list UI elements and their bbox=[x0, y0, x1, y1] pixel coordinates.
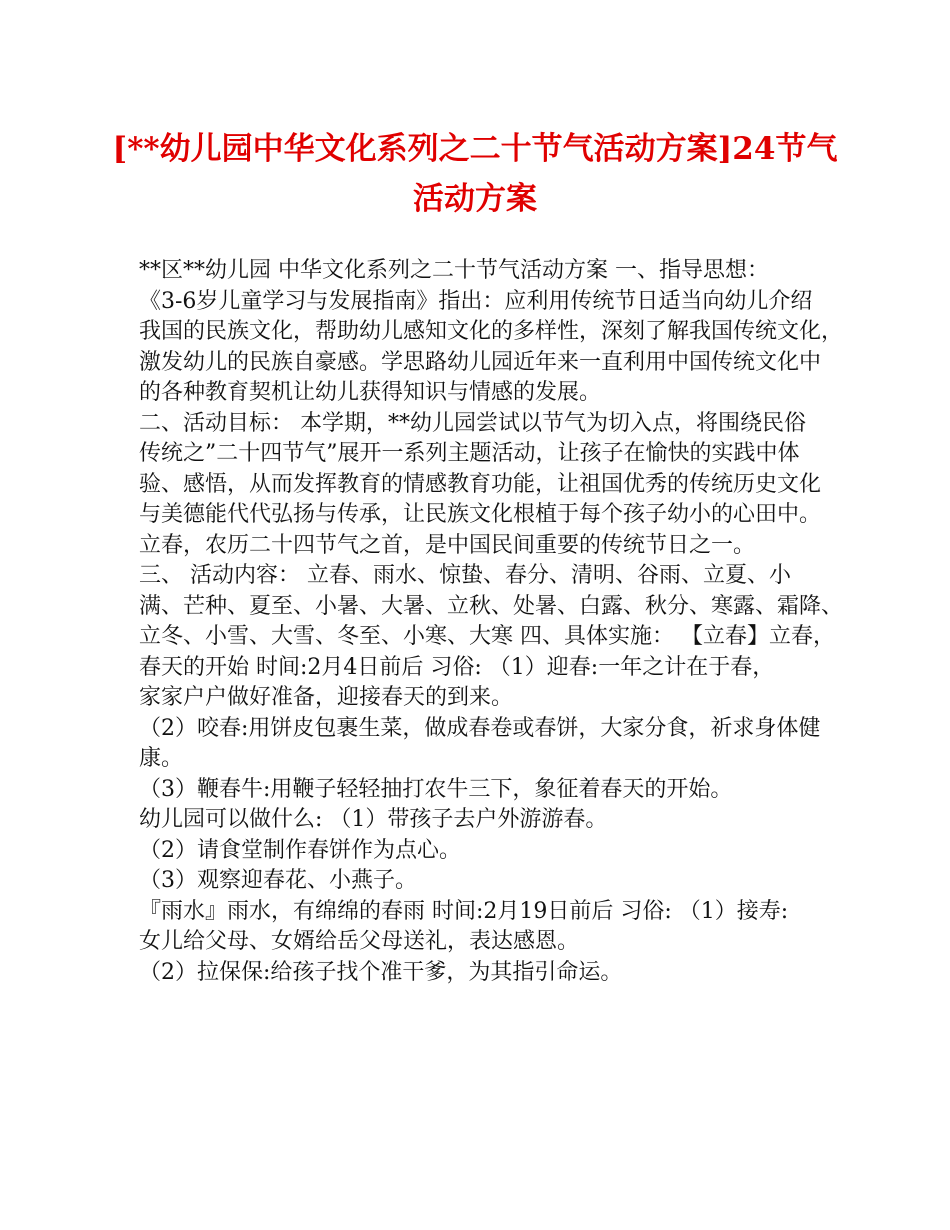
body-line: 《3-6岁儿童学习与发展指南》指出：应利用传统节日适当向幼儿介绍 bbox=[139, 288, 813, 314]
body-line: 三、 活动内容： 立春、雨水、惊蛰、春分、清明、谷雨、立夏、小 bbox=[139, 563, 791, 588]
document-title bbox=[100, 124, 850, 224]
body-line: **区**幼儿园 中华文化系列之二十节气活动方案 一、指导思想： bbox=[139, 258, 769, 283]
title-line-2: 活动方案 bbox=[413, 181, 537, 217]
body-line: 二、活动目标： 本学期，**幼儿园尝试以节气为切入点，将围绕民俗 bbox=[139, 410, 806, 436]
body-line: 女儿给父母、女婿给岳父母送礼，表达感恩。 bbox=[139, 929, 580, 954]
body-line: 立冬、小雪、大雪、冬至、小寒、大寒 四、具体实施： 【立春】立春， bbox=[139, 624, 835, 649]
body-line: 与美德能代代弘扬与传承，让民族文化根植于每个孩子幼小的心田中。 bbox=[139, 502, 822, 527]
document-body bbox=[139, 256, 844, 988]
body-line: 家家户户做好准备，迎接春天的到来。 bbox=[139, 685, 514, 710]
body-line: 传统之”二十四节气”展开一系列主题活动，让孩子在愉快的实践中体 bbox=[139, 441, 800, 466]
body-line: （2）请食堂制作春饼作为点心。 bbox=[139, 837, 461, 863]
body-line: 验、感悟，从而发挥教育的情感教育功能，让祖国优秀的传统历史文化 bbox=[139, 471, 822, 497]
title-line-1: [**幼儿园中华文化系列之二十节气活动方案]24节气 bbox=[112, 131, 838, 167]
body-line: 春天的开始 时间:2月4日前后 习俗: （1）迎春:一年之计在于春， bbox=[139, 654, 775, 680]
body-line: 康。 bbox=[139, 746, 184, 771]
body-line: （3）观察迎春花、小燕子。 bbox=[139, 868, 417, 893]
body-line: 激发幼儿的民族自豪感。学思路幼儿园近年来一直利用中国传统文化中 bbox=[139, 349, 822, 375]
body-line: （2）咬春:用饼皮包裹生菜，做成春卷或春饼，大家分食，祈求身体健 bbox=[139, 715, 821, 741]
body-line: 立春，农历二十四节气之首，是中国民间重要的传统节日之一。 bbox=[139, 532, 756, 558]
body-line: 『雨水』雨水，有绵绵的春雨 时间:2月19日前后 习俗: （1）接寿: bbox=[139, 898, 789, 924]
body-line: （2）拉保保:给孩子找个准干爹，为其指引命运。 bbox=[139, 959, 623, 985]
body-line: 我国的民族文化，帮助幼儿感知文化的多样性，深刻了解我国传统文化， bbox=[139, 319, 844, 344]
body-line: 满、芒种、夏至、小暑、大暑、立秋、处暑、白露、秋分、寒露、霜降、 bbox=[139, 593, 844, 619]
body-line: （3）鞭春牛:用鞭子轻轻抽打农牛三下，象征着春天的开始。 bbox=[139, 776, 733, 802]
body-line: 幼儿园可以做什么: （1）带孩子去户外游游春。 bbox=[139, 807, 608, 832]
body-line: 的各种教育契机让幼儿获得知识与情感的发展。 bbox=[139, 380, 602, 405]
